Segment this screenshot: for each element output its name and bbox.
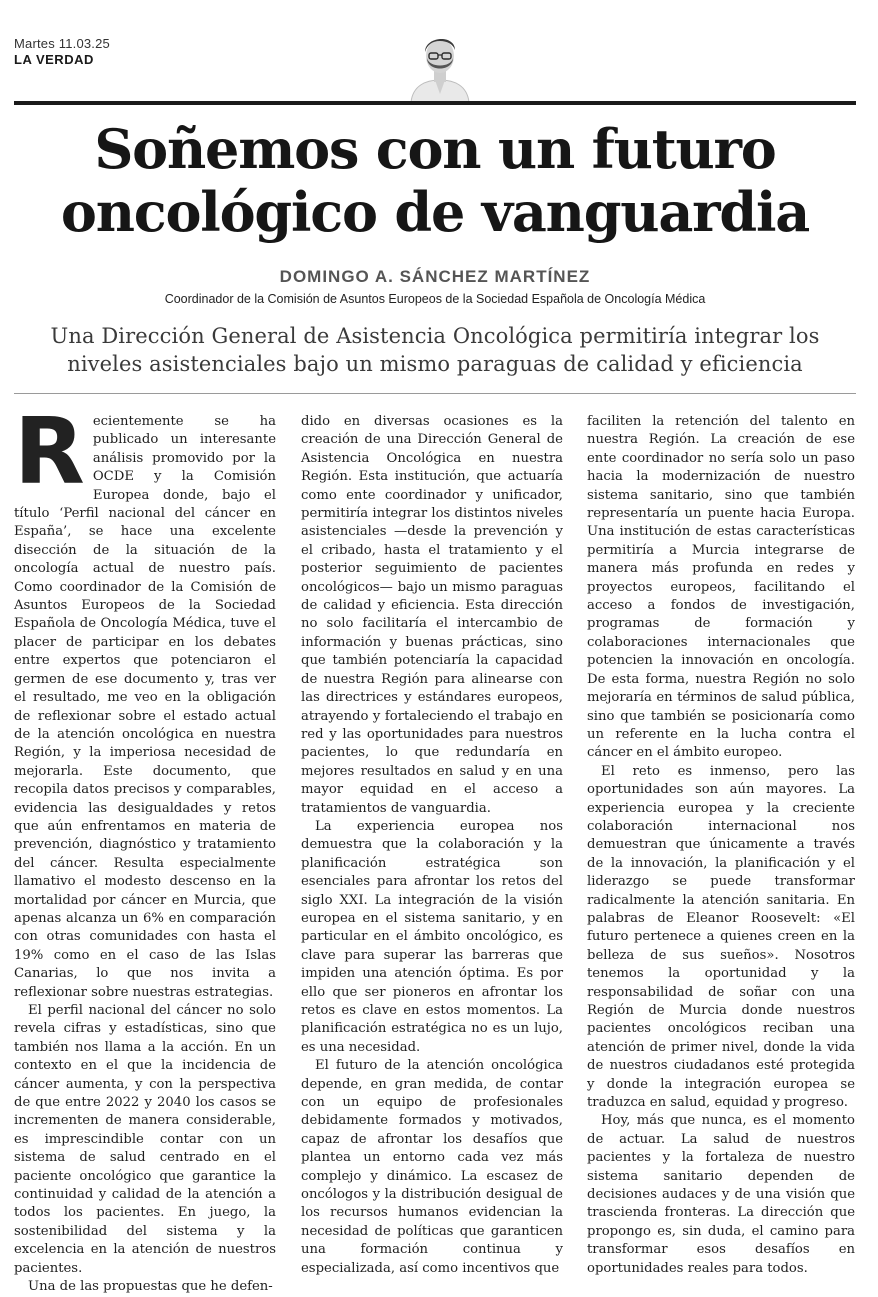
paragraph: El reto es inmenso, pero las oportunidades son aún mayores. La experiencia europea y la creciente colaboración internacional nos demuestran que únicamente a través de la innovación, la planificación y el liderazgo se puede transformar radicalmente la atención sanitaria. En palabras de Eleanor Roosevelt: «El futuro pertenece a quienes creen en la belleza de sus sueños». Nosotros tenemos la oportunidad y la responsabilidad de soñar con una Región de Murcia donde nuestros pacientes oncológicos reciban una atención de primer nivel, donde la vida de nuestros ciudadanos esté protegida y donde la integración europea se traduzca en salud, equidad y progreso.: [587, 763, 855, 1111]
paragraph: El futuro de la atención oncológica depende, en gran medida, de contar con un equipo de profesionales debidamente formados y motivados, capaz de afrontar los desafíos que plantea un entorno cada vez más complejo y dinámico. La escasez de oncólogos y la distribución desigual de los recursos humanos evidencian la necesidad de políticas que garanticen una formación continua y especializada, así como incentivos que: [301, 1058, 563, 1276]
author-portrait: [405, 28, 475, 102]
paragraph: faciliten la retención del talento en nuestra Región. La creación de ese ente coordinador no sería solo un paso hacia la modernización de nuestro sistema sanitario, sino que también representaría un puente hacia Europa. Una institución de estas características permitiría a Murcia integrarse de manera más profunda en redes y proyectos europeos, facilitando el acceso a fondos de investigación, programas de formación y colaboraciones internacionales que potencien la innovación en oncología. De esta forma, nuestra Región no solo mejoraría en términos de salud pública, sino que también se posicionaría como un referente en la lucha contra el cáncer en el ámbito europeo.: [587, 414, 855, 761]
article-column-2: [301, 413, 563, 1278]
paragraph: Hoy, más que nunca, es el momento de actuar. La salud de nuestros pacientes y la fortaleza de nuestro sistema sanitario dependen de decisiones audaces y de una visión que trascienda fronteras. La dirección que propongo es, sin duda, el camino para transformar esos desafíos en oportunidades reales para todos.: [587, 1113, 855, 1276]
issue-date: Martes 11.03.25: [14, 36, 110, 51]
paragraph: [14, 398, 276, 1002]
paragraph: El perfil nacional del cáncer no solo revela cifras y estadísticas, sino que también nos llama a la acción. En un contexto en el que la incidencia de cáncer aumenta, y con la perspectiva de que entre 2022 y 2040 los casos se incrementen de manera considerable, es imprescindible contar con un sistema de salud centrado en el paciente oncológico que garantice la continuidad y calidad de la atención a todos los pacientes. En juego, la sostenibilidad del sistema y la excelencia en la atención de nuestros pacientes.: [14, 1003, 276, 1276]
newspaper-name: LA VERDAD: [14, 52, 94, 67]
masthead: [14, 36, 110, 67]
headline-line-2: oncológico de vanguardia: [60, 180, 810, 244]
standfirst: Una Dirección General de Asistencia Oncológica permitiría integrar los niveles asistenciales bajo un mismo paraguas de calidad y eficiencia: [50, 324, 820, 376]
paragraph: La experiencia europea nos demuestra que la colaboración y la planificación estratégica son esenciales para afrontar los retos del siglo XXI. La integración de la visión europea en el sistema sanitario, y en particular en el ámbito oncológico, es clave para superar las barreras que impiden una atención óptima. Es por ello que ser pioneros en afrontar los retos es clave en estos momentos. La planificación estratégica no es un lujo, es una necesidad.: [301, 818, 563, 1055]
top-rule: [14, 101, 856, 105]
drop-cap: R: [14, 398, 85, 505]
author-role: Coordinador de la Comisión de Asuntos Europeos de la Sociedad Española de Oncología Médica: [164, 292, 706, 306]
article-column-1: [14, 398, 276, 1297]
paragraph-text: ecientemente se ha publicado un interesante análisis promovido por la OCDE y la Comisión Europea donde, bajo el título ‘Perfil nacional del cáncer en España’, se hace una excelente disección de la situación de la oncología actual de nuestro país. Como coordinador de la Comisión de Asuntos Europeos de la Sociedad Española de Oncología Médica, tuve el placer de participar en los debates entre expertos que potenciaron el germen de ese documento y, tras ver el resultado, me veo en la obligación de reflexionar sobre el estado actual de la atención oncológica en nuestra Región, y la imperiosa necesidad de mejorarla. Este documento, que recopila datos precisos y comparables, evidencia las desigualdades y retos que aún enfrentamos en materia de prevención, diagnóstico y tratamiento del cáncer. Resulta especialmente llamativo el modesto descenso en la mortalidad por cáncer en Murcia, que apenas alcanza un 6% en comparación con otras comunidades con hasta el 19% como en el caso de las Islas Canarias, lo que nos invita a reflexionar sobre nuestras estrategias.: [14, 414, 276, 1000]
article-column-3: [587, 413, 855, 1278]
paragraph: dido en diversas ocasiones es la creación de una Dirección General de Asistencia Oncológica en nuestra Región. Esta institución, que actuaría como ente coordinador y unificador, permitiría integrar los distintos niveles asistenciales —desde la prevención y el cribado, hasta el tratamiento y el posterior seguimiento de pacientes oncológicos— bajo un mismo paraguas de calidad y eficiencia. Esta dirección no solo facilitaría el intercambio de información y buenas prácticas, sino que también potenciaría la capacidad de nuestra Región para alinearse con las directrices y estándares europeos, atrayendo y fortaleciendo el trabajo en red y las oportunidades para nuestros pacientes, lo que redundaría en mejores resultados en salud y en una mayor equidad en el acceso a tratamientos de vanguardia.: [301, 414, 563, 816]
author-name: DOMINGO A. SÁNCHEZ MARTÍNEZ: [279, 267, 591, 286]
paragraph: Una de las propuestas que he defen-: [28, 1279, 273, 1295]
headline-line-1: Soñemos con un futuro: [94, 117, 776, 181]
headline: [14, 118, 856, 244]
section-rule: [14, 393, 856, 394]
byline: [14, 267, 856, 306]
